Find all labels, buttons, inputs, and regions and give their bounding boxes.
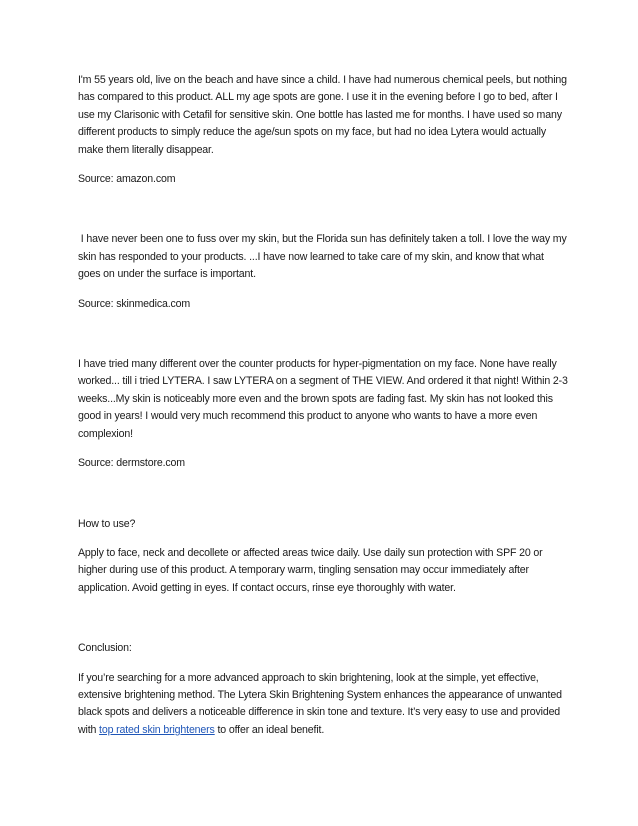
conclusion-text bbox=[78, 670, 568, 740]
testimonial-text-1: I'm 55 years old, live on the beach and have since a child. I have had numerous chemical peels, but nothing has compared to this product. ALL my age spots are gone. I use it in the evening before I go to bed, after I use my Clarisonic with Cetafil for sensitive skin. One bottle has lasted me for months. I have used so many different products to simply reduce the age/sun spots on my face, but had no idea Lytera would actually make them literally disappear. bbox=[78, 74, 567, 156]
testimonial-source-3: Source: dermstore.com bbox=[78, 457, 185, 470]
how-to-use-heading: How to use? bbox=[78, 517, 136, 530]
conclusion-heading: Conclusion: bbox=[78, 642, 132, 655]
testimonial-text-2: I have never been one to fuss over my skin, but the Florida sun has definitely taken a toll. I love the way my skin has responded to your products. ...I have now learned to take care of my skin, and know that what goes on under the surface is important. bbox=[78, 233, 570, 281]
testimonial-source-1: Source: amazon.com bbox=[78, 173, 176, 186]
testimonial-source-2: Source: skinmedica.com bbox=[78, 297, 191, 310]
top-rated-skin-brighteners-link[interactable]: top rated skin brighteners bbox=[99, 723, 215, 736]
testimonial-text-3: I have tried many different over the counter products for hyper-pigmentation on my face. None have really worked... till i tried LYTERA. I saw LYTERA on a segment of THE VIEW. And ordered it that night! Within 2-3 weeks...My skin is noticeably more even and the brown spots are fading fast. My skin has not looked this good in years! I would very much recommend this product to anyone who wants to have a more even complexion! bbox=[78, 358, 568, 440]
how-to-use-text: Apply to face, neck and decollete or affected areas twice daily. Use daily sun protection with SPF 20 or higher during use of this product. A temporary warm, tingling sensation may occur immediately after application. Avoid getting in eyes. If contact occurs, rinse eye thoroughly with water. bbox=[78, 546, 543, 594]
conclusion-text-before-link: If you’re searching for a more advanced approach to skin brightening, look at the simple, yet effective, extensive brightening method. The Lytera Skin Brightening System enhances the appearance of unwanted black spots and delivers a noticeable difference in skin tone and texture. It’s very easy to use and provided with bbox=[78, 671, 562, 736]
document-body bbox=[78, 72, 568, 739]
conclusion-text-after-link: to offer an ideal benefit. bbox=[214, 723, 325, 736]
